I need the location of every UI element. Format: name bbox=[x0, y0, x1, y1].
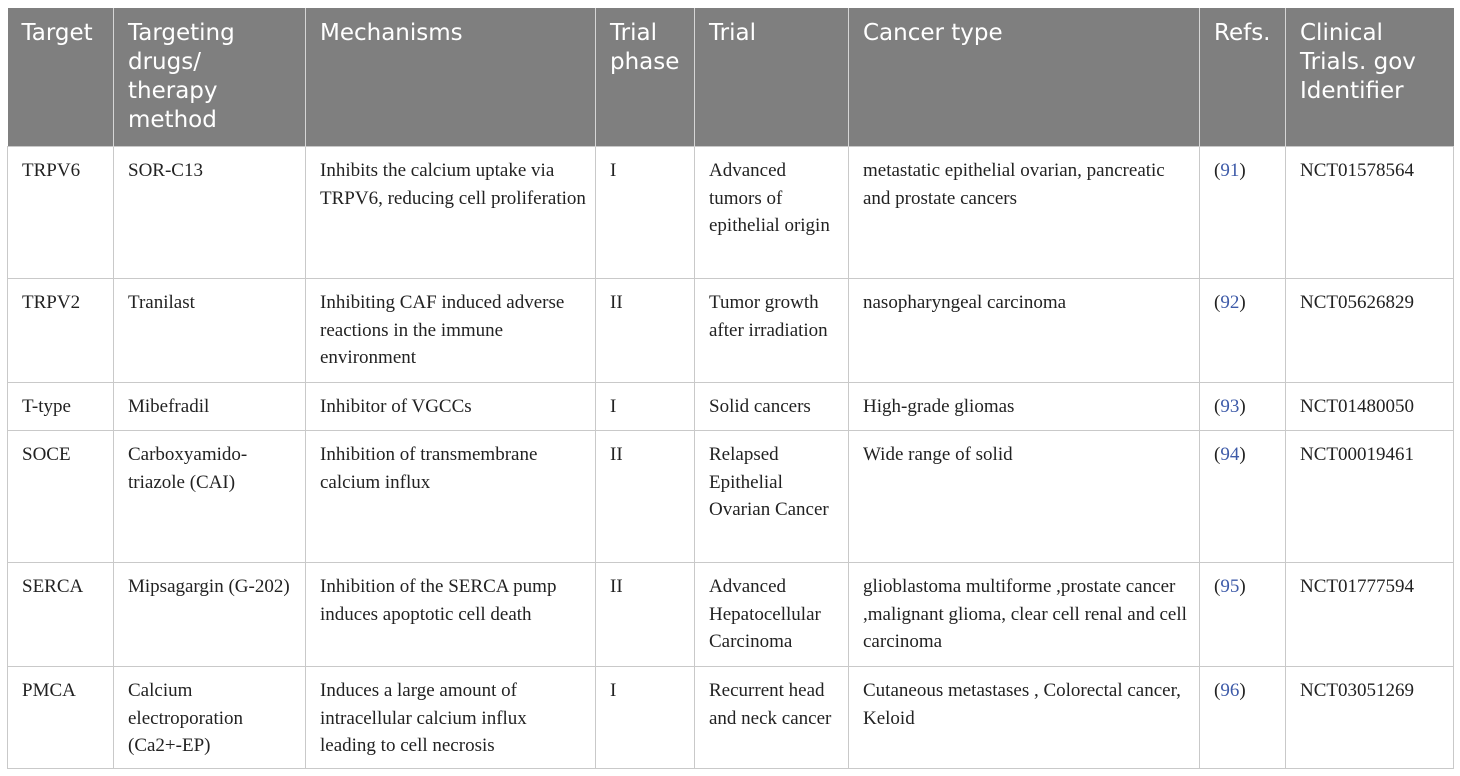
header-refs: Refs. bbox=[1200, 8, 1286, 147]
cell-ref: (95) bbox=[1200, 563, 1286, 667]
cell-drug: Mibefradil bbox=[114, 383, 306, 431]
cell-trial: Solid cancers bbox=[695, 383, 849, 431]
cell-identifier: NCT01777594 bbox=[1286, 563, 1454, 667]
cell-target: TRPV2 bbox=[8, 279, 114, 383]
header-trial: Trial bbox=[695, 8, 849, 147]
table-row bbox=[8, 431, 1454, 563]
cell-mechanism: Inhibits the calcium uptake via TRPV6, reducing cell proliferation bbox=[306, 147, 596, 279]
ref-link[interactable]: 95 bbox=[1220, 576, 1240, 597]
cell-identifier: NCT01480050 bbox=[1286, 383, 1454, 431]
cell-phase: II bbox=[596, 431, 695, 563]
cell-drug: Carboxyamido-triazole (CAI) bbox=[114, 431, 306, 563]
cell-mechanism: Inhibiting CAF induced adverse reactions in the immune environment bbox=[306, 279, 596, 383]
cell-mechanism: Inhibition of transmembrane calcium influx bbox=[306, 431, 596, 563]
ref-link[interactable]: 96 bbox=[1220, 680, 1240, 701]
cell-cancer-type: metastatic epithelial ovarian, pancreatic and prostate cancers bbox=[849, 147, 1200, 279]
cell-trial: Relapsed Epithelial Ovarian Cancer bbox=[695, 431, 849, 563]
ref-link[interactable]: 91 bbox=[1220, 160, 1240, 181]
cell-identifier: NCT01578564 bbox=[1286, 147, 1454, 279]
cell-mechanism: Inhibitor of VGCCs bbox=[306, 383, 596, 431]
cell-identifier: NCT05626829 bbox=[1286, 279, 1454, 383]
ref-link[interactable]: 93 bbox=[1220, 396, 1240, 417]
cell-identifier: NCT00019461 bbox=[1286, 431, 1454, 563]
table-row bbox=[8, 667, 1454, 769]
cell-ref: (96) bbox=[1200, 667, 1286, 769]
cell-target: TRPV6 bbox=[8, 147, 114, 279]
cell-ref: (93) bbox=[1200, 383, 1286, 431]
cell-phase: II bbox=[596, 563, 695, 667]
cell-drug: Calcium electroporation (Ca2+-EP) bbox=[114, 667, 306, 769]
table-row bbox=[8, 563, 1454, 667]
table-row bbox=[8, 383, 1454, 431]
cell-trial: Advanced tumors of epithelial origin bbox=[695, 147, 849, 279]
ref-link[interactable]: 92 bbox=[1220, 292, 1240, 313]
header-mechanisms: Mechanisms bbox=[306, 8, 596, 147]
cell-phase: I bbox=[596, 147, 695, 279]
cell-ref: (92) bbox=[1200, 279, 1286, 383]
header-identifier: Clinical Trials. gov Identifier bbox=[1286, 8, 1454, 147]
cell-drug: Tranilast bbox=[114, 279, 306, 383]
cell-drug: Mipsagargin (G-202) bbox=[114, 563, 306, 667]
cell-cancer-type: High-grade gliomas bbox=[849, 383, 1200, 431]
clinical-trials-table bbox=[7, 8, 1454, 769]
cell-ref: (94) bbox=[1200, 431, 1286, 563]
header-drugs: Targeting drugs/ therapy method bbox=[114, 8, 306, 147]
cell-cancer-type: Wide range of solid bbox=[849, 431, 1200, 563]
cell-phase: I bbox=[596, 667, 695, 769]
cell-cancer-type: Cutaneous metastases , Colorectal cancer, Keloid bbox=[849, 667, 1200, 769]
cell-phase: I bbox=[596, 383, 695, 431]
cell-identifier: NCT03051269 bbox=[1286, 667, 1454, 769]
cell-trial: Recurrent head and neck cancer bbox=[695, 667, 849, 769]
table-container bbox=[7, 8, 1454, 769]
header-trial-phase: Trial phase bbox=[596, 8, 695, 147]
cell-trial: Advanced Hepatocellular Carcinoma bbox=[695, 563, 849, 667]
cell-cancer-type: nasopharyngeal carcinoma bbox=[849, 279, 1200, 383]
ref-link[interactable]: 94 bbox=[1220, 444, 1240, 465]
cell-ref: (91) bbox=[1200, 147, 1286, 279]
cell-target: SOCE bbox=[8, 431, 114, 563]
cell-cancer-type: glioblastoma multiforme ,prostate cancer ,malignant glioma, clear cell renal and cell carcinoma bbox=[849, 563, 1200, 667]
cell-target: T-type bbox=[8, 383, 114, 431]
cell-mechanism: Inhibition of the SERCA pump induces apoptotic cell death bbox=[306, 563, 596, 667]
cell-drug: SOR-C13 bbox=[114, 147, 306, 279]
cell-phase: II bbox=[596, 279, 695, 383]
header-target: Target bbox=[8, 8, 114, 147]
table-row bbox=[8, 147, 1454, 279]
cell-mechanism: Induces a large amount of intracellular calcium influx leading to cell necrosis bbox=[306, 667, 596, 769]
header-cancer-type: Cancer type bbox=[849, 8, 1200, 147]
table-row bbox=[8, 279, 1454, 383]
cell-trial: Tumor growth after irradiation bbox=[695, 279, 849, 383]
header-row bbox=[8, 8, 1454, 147]
cell-target: PMCA bbox=[8, 667, 114, 769]
cell-target: SERCA bbox=[8, 563, 114, 667]
